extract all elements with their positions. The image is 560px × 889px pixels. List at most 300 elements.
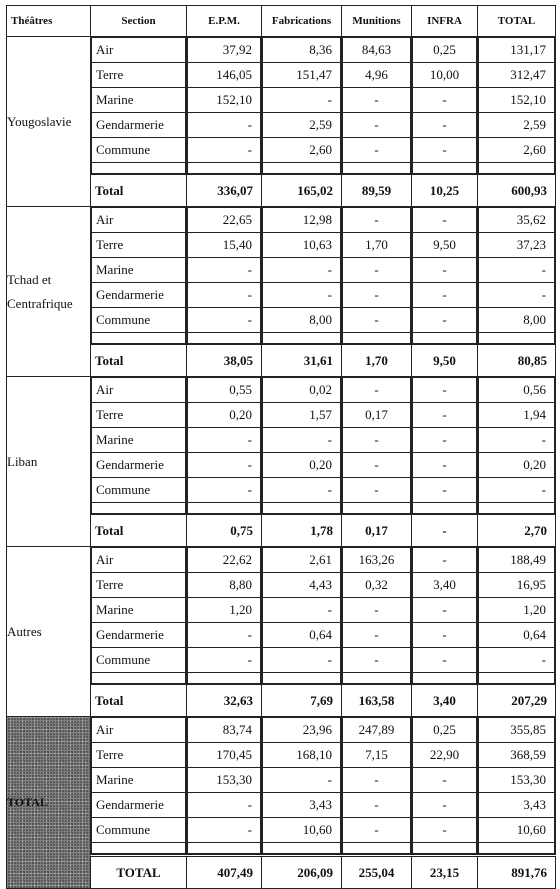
epm-value: 15,40: [188, 233, 261, 258]
total-value: 2,60: [479, 138, 555, 163]
section-row: [92, 478, 186, 503]
infra-value: -: [413, 308, 477, 333]
epm-value: 83,74: [188, 718, 261, 743]
section-label: Marine: [92, 428, 186, 453]
section-row: [413, 233, 477, 258]
theatre-label: Autres: [7, 547, 91, 717]
section-row: [188, 623, 261, 648]
section-row: [413, 793, 477, 818]
section-row: [263, 623, 341, 648]
spacer-cell: [413, 163, 477, 174]
section-row: [479, 378, 555, 403]
theatre-label: Liban: [7, 377, 91, 547]
header-fabrications: Fabrications: [262, 6, 342, 37]
section-row: [92, 818, 186, 843]
section-row: [479, 768, 555, 793]
section-row: [263, 428, 341, 453]
munitions-value: 7,15: [343, 743, 411, 768]
total-column-cell: [478, 207, 556, 345]
infra-column-cell: [412, 37, 478, 175]
infra-value: -: [413, 113, 477, 138]
section-label: Commune: [92, 648, 186, 673]
spacer-row: [479, 333, 555, 344]
total-value: 153,30: [479, 768, 555, 793]
section-row: [413, 38, 477, 63]
munitions-value: 0,32: [343, 573, 411, 598]
fabrications-value: 168,10: [263, 743, 341, 768]
section-row: [479, 623, 555, 648]
munitions-value: -: [343, 208, 411, 233]
munitions-value: -: [343, 113, 411, 138]
section-row: [479, 138, 555, 163]
spacer-cell: [479, 503, 555, 514]
total-total-value: 207,29: [478, 685, 556, 717]
section-row: [92, 308, 186, 333]
section-row: [92, 63, 186, 88]
section-column-cell: [91, 547, 187, 685]
section-row: [343, 258, 411, 283]
munitions-value: -: [343, 768, 411, 793]
section-values: [478, 207, 555, 344]
munitions-value: -: [343, 428, 411, 453]
section-row: [263, 113, 341, 138]
theatre-block: [7, 207, 556, 345]
spacer-row: [343, 673, 411, 684]
munitions-value: 1,70: [343, 233, 411, 258]
infra-column-cell: [412, 377, 478, 515]
section-row: [343, 573, 411, 598]
fabrications-value: 2,60: [263, 138, 341, 163]
section-row: [343, 63, 411, 88]
section-row: [188, 453, 261, 478]
section-column-cell: [91, 37, 187, 175]
theatre-label: Yougoslavie: [7, 37, 91, 207]
section-values: [187, 207, 261, 344]
section-row: [343, 743, 411, 768]
spacer-row: [413, 503, 477, 514]
section-values: [412, 547, 477, 684]
section-row: [343, 623, 411, 648]
section-column-cell: [91, 207, 187, 345]
fabrications-column-cell: [262, 377, 342, 515]
section-row: [188, 233, 261, 258]
section-row: [479, 113, 555, 138]
epm-value: -: [188, 283, 261, 308]
section-row: [343, 548, 411, 573]
section-row: [413, 743, 477, 768]
section-column-cell: [91, 717, 187, 856]
section-row: [92, 793, 186, 818]
theatre-block: [7, 717, 556, 856]
section-values: [91, 377, 186, 514]
epm-total-value: 336,07: [187, 175, 262, 207]
total-value: 355,85: [479, 718, 555, 743]
section-label: Terre: [92, 573, 186, 598]
header-row: [7, 6, 556, 37]
section-row: [188, 38, 261, 63]
spacer-row: [479, 843, 555, 854]
section-values: [91, 37, 186, 174]
total-total-value: 80,85: [478, 345, 556, 377]
section-row: [413, 63, 477, 88]
munitions-value: -: [343, 308, 411, 333]
spacer-cell: [92, 503, 186, 514]
spacer-cell: [188, 503, 261, 514]
fabrications-value: 151,47: [263, 63, 341, 88]
section-label: Gendarmerie: [92, 453, 186, 478]
fabrications-value: -: [263, 258, 341, 283]
section-row: [263, 548, 341, 573]
spacer-cell: [413, 843, 477, 854]
infra-value: -: [413, 768, 477, 793]
spacer-cell: [413, 333, 477, 344]
fabrications-value: -: [263, 648, 341, 673]
munitions-value: 4,96: [343, 63, 411, 88]
section-row: [263, 768, 341, 793]
spacer-row: [343, 163, 411, 174]
total-label: Total: [91, 685, 187, 717]
infra-value: -: [413, 258, 477, 283]
infra-value: -: [413, 478, 477, 503]
section-row: [188, 648, 261, 673]
munitions-value: -: [343, 648, 411, 673]
fabrications-value: -: [263, 283, 341, 308]
fabrications-value: 23,96: [263, 718, 341, 743]
epm-total-value: 0,75: [187, 515, 262, 547]
header-total: TOTAL: [478, 6, 556, 37]
section-values: [478, 37, 555, 174]
infra-total-value: 23,15: [412, 856, 478, 889]
section-row: [413, 453, 477, 478]
fabrications-value: 2,59: [263, 113, 341, 138]
header-epm: E.P.M.: [187, 6, 262, 37]
section-row: [413, 548, 477, 573]
infra-value: -: [413, 548, 477, 573]
section-values: [412, 207, 477, 344]
section-row: [413, 88, 477, 113]
section-label: Air: [92, 378, 186, 403]
section-row: [479, 403, 555, 428]
infra-value: -: [413, 453, 477, 478]
infra-column-cell: [412, 207, 478, 345]
section-values: [478, 377, 555, 514]
total-value: 3,43: [479, 793, 555, 818]
spacer-cell: [263, 843, 341, 854]
section-label: Terre: [92, 743, 186, 768]
section-row: [413, 403, 477, 428]
section-row: [92, 88, 186, 113]
section-values: [91, 717, 186, 854]
section-row: [479, 88, 555, 113]
section-row: [263, 283, 341, 308]
epm-value: 1,20: [188, 598, 261, 623]
spacer-cell: [263, 333, 341, 344]
total-value: 188,49: [479, 548, 555, 573]
section-row: [263, 478, 341, 503]
epm-value: 146,05: [188, 63, 261, 88]
section-row: [188, 768, 261, 793]
infra-value: 3,40: [413, 573, 477, 598]
spacer-cell: [413, 503, 477, 514]
section-label: Gendarmerie: [92, 623, 186, 648]
total-value: 152,10: [479, 88, 555, 113]
spacer-cell: [413, 673, 477, 684]
spacer-cell: [188, 843, 261, 854]
spacer-cell: [188, 163, 261, 174]
spacer-cell: [479, 843, 555, 854]
spacer-row: [188, 843, 261, 854]
section-row: [263, 38, 341, 63]
section-row: [92, 768, 186, 793]
fabrications-value: 10,63: [263, 233, 341, 258]
section-row: [479, 38, 555, 63]
fabrications-value: 0,02: [263, 378, 341, 403]
spacer-cell: [263, 163, 341, 174]
section-row: [343, 648, 411, 673]
infra-value: -: [413, 648, 477, 673]
epm-value: -: [188, 623, 261, 648]
epm-value: 22,62: [188, 548, 261, 573]
section-row: [188, 258, 261, 283]
munitions-value: -: [343, 793, 411, 818]
section-row: [479, 428, 555, 453]
section-values: [91, 207, 186, 344]
epm-value: -: [188, 478, 261, 503]
total-value: 35,62: [479, 208, 555, 233]
spacer-row: [92, 333, 186, 344]
total-label: TOTAL: [91, 856, 187, 889]
section-label: Terre: [92, 233, 186, 258]
section-values: [187, 37, 261, 174]
section-row: [343, 378, 411, 403]
section-values: [262, 717, 341, 854]
section-row: [263, 378, 341, 403]
total-column-cell: [478, 37, 556, 175]
section-row: [188, 403, 261, 428]
epm-column-cell: [187, 207, 262, 345]
infra-total-value: 3,40: [412, 685, 478, 717]
epm-value: 153,30: [188, 768, 261, 793]
section-values: [478, 547, 555, 684]
section-values: [91, 547, 186, 684]
fabrications-value: 1,57: [263, 403, 341, 428]
total-value: -: [479, 428, 555, 453]
section-values: [262, 207, 341, 344]
section-label: Commune: [92, 308, 186, 333]
munitions-value: -: [343, 258, 411, 283]
section-row: [188, 88, 261, 113]
epm-value: -: [188, 648, 261, 673]
header-infra: INFRA: [412, 6, 478, 37]
infra-value: 9,50: [413, 233, 477, 258]
section-row: [263, 453, 341, 478]
infra-total-value: -: [412, 515, 478, 547]
munitions-value: -: [343, 138, 411, 163]
section-row: [343, 718, 411, 743]
fabrications-value: 8,36: [263, 38, 341, 63]
infra-value: -: [413, 208, 477, 233]
section-row: [343, 428, 411, 453]
munitions-total-value: 1,70: [342, 345, 412, 377]
spacer-row: [263, 163, 341, 174]
total-value: 1,20: [479, 598, 555, 623]
spacer-cell: [343, 333, 411, 344]
fabrications-value: -: [263, 428, 341, 453]
epm-value: -: [188, 793, 261, 818]
munitions-value: -: [343, 453, 411, 478]
section-row: [479, 208, 555, 233]
fabrications-value: 4,43: [263, 573, 341, 598]
epm-value: 22,65: [188, 208, 261, 233]
epm-value: -: [188, 113, 261, 138]
spacer-row: [343, 333, 411, 344]
total-value: 8,00: [479, 308, 555, 333]
section-label: Air: [92, 38, 186, 63]
infra-value: -: [413, 283, 477, 308]
section-row: [413, 768, 477, 793]
infra-value: 10,00: [413, 63, 477, 88]
munitions-value: -: [343, 478, 411, 503]
infra-value: -: [413, 623, 477, 648]
section-row: [413, 258, 477, 283]
infra-value: -: [413, 818, 477, 843]
total-value: 312,47: [479, 63, 555, 88]
infra-value: -: [413, 378, 477, 403]
epm-column-cell: [187, 717, 262, 856]
fabrications-value: 0,20: [263, 453, 341, 478]
epm-value: -: [188, 818, 261, 843]
section-row: [479, 258, 555, 283]
section-row: [343, 113, 411, 138]
munitions-value: -: [343, 88, 411, 113]
section-row: [188, 208, 261, 233]
spacer-cell: [479, 333, 555, 344]
header-theatres: Théâtres: [7, 6, 91, 37]
fabrications-value: 8,00: [263, 308, 341, 333]
section-row: [263, 308, 341, 333]
fabrications-value: 0,64: [263, 623, 341, 648]
section-values: [342, 547, 411, 684]
spacer-cell: [343, 163, 411, 174]
section-row: [92, 138, 186, 163]
fabrications-total-value: 1,78: [262, 515, 342, 547]
spacer-row: [479, 673, 555, 684]
total-value: -: [479, 648, 555, 673]
section-row: [263, 88, 341, 113]
spacer-row: [263, 843, 341, 854]
section-row: [188, 548, 261, 573]
spacer-cell: [343, 843, 411, 854]
epm-column-cell: [187, 377, 262, 515]
munitions-value: 0,17: [343, 403, 411, 428]
infra-value: -: [413, 138, 477, 163]
section-row: [263, 818, 341, 843]
infra-total-value: 9,50: [412, 345, 478, 377]
section-label: Gendarmerie: [92, 283, 186, 308]
infra-value: 0,25: [413, 38, 477, 63]
total-value: -: [479, 258, 555, 283]
section-row: [92, 718, 186, 743]
section-row: [263, 718, 341, 743]
section-label: Marine: [92, 88, 186, 113]
section-values: [342, 717, 411, 854]
fabrications-total-value: 206,09: [262, 856, 342, 889]
spacer-cell: [263, 673, 341, 684]
infra-column-cell: [412, 717, 478, 856]
section-row: [188, 818, 261, 843]
theatre-block: [7, 377, 556, 515]
section-row: [343, 308, 411, 333]
spacer-row: [92, 843, 186, 854]
fabrications-column-cell: [262, 547, 342, 685]
munitions-column-cell: [342, 377, 412, 515]
section-row: [343, 598, 411, 623]
section-values: [412, 377, 477, 514]
munitions-total-value: 163,58: [342, 685, 412, 717]
section-column-cell: [91, 377, 187, 515]
total-value: 368,59: [479, 743, 555, 768]
fabrications-column-cell: [262, 37, 342, 175]
epm-value: 0,20: [188, 403, 261, 428]
munitions-value: -: [343, 818, 411, 843]
section-row: [343, 138, 411, 163]
spacer-cell: [343, 673, 411, 684]
section-label: Air: [92, 208, 186, 233]
total-value: 1,94: [479, 403, 555, 428]
section-row: [188, 428, 261, 453]
section-row: [479, 63, 555, 88]
epm-value: 152,10: [188, 88, 261, 113]
munitions-value: 84,63: [343, 38, 411, 63]
section-row: [479, 648, 555, 673]
spacer-row: [92, 673, 186, 684]
epm-value: -: [188, 258, 261, 283]
spacer-row: [263, 503, 341, 514]
section-label: Marine: [92, 258, 186, 283]
infra-value: -: [413, 598, 477, 623]
section-row: [188, 478, 261, 503]
epm-total-value: 38,05: [187, 345, 262, 377]
section-row: [92, 573, 186, 598]
section-row: [343, 233, 411, 258]
spacer-row: [343, 503, 411, 514]
section-row: [188, 378, 261, 403]
section-row: [343, 38, 411, 63]
section-values: [262, 37, 341, 174]
spacer-row: [188, 503, 261, 514]
epm-value: 8,80: [188, 573, 261, 598]
munitions-value: -: [343, 283, 411, 308]
section-label: Marine: [92, 768, 186, 793]
section-values: [187, 717, 261, 854]
epm-value: -: [188, 138, 261, 163]
fabrications-value: 2,61: [263, 548, 341, 573]
spacer-row: [92, 503, 186, 514]
fabrications-total-value: 165,02: [262, 175, 342, 207]
section-row: [479, 718, 555, 743]
section-row: [92, 598, 186, 623]
munitions-column-cell: [342, 37, 412, 175]
section-row: [343, 453, 411, 478]
spacer-cell: [343, 503, 411, 514]
section-row: [343, 478, 411, 503]
section-label: Gendarmerie: [92, 113, 186, 138]
total-value: 0,56: [479, 378, 555, 403]
epm-total-value: 32,63: [187, 685, 262, 717]
total-column-cell: [478, 547, 556, 685]
section-values: [342, 377, 411, 514]
section-row: [479, 453, 555, 478]
